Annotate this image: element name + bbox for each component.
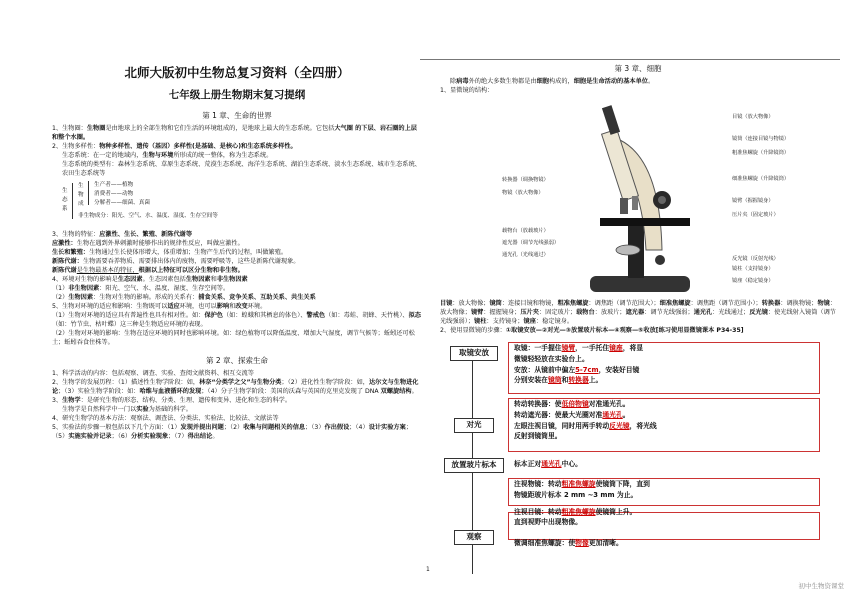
header-rule (420, 59, 840, 60)
step2-text: 转动转换器：使低倍物镜对准通光孔。 转动遮光器：使最大光圈对准通光孔。 左眼注视目镜，同时用两手转动反光镜，将光线 反射到镜筒里。 (514, 399, 657, 441)
ch2-item-3: 3、生物学：是研究生物的形态、结构、分类、生理、遗传和变异、进化和生态的科学。 (52, 396, 292, 404)
left-column: 北师大版初中生物总复习资料（全四册） 七年级上册生物期末复习提纲 第 1 章、生命的世界 1、生物圈：生物圈是由地球上的全部生物和它们生活的环境组成的，是地球上最大的生态系统。它包括大气圈 的下层、岩石圈的上层和整个水圈。 2、生物多样性：物种多样性、遗传（基因）多样性(是基础、是核心)和生态系统多样性。 生态系统：在一定的地域内，生物与环境所形成的统一整体，称为生态系统。 生态系统的类型有：森林生态系统、草原生态系统、荒漠生态系统、海洋生态系统、湖泊生态系统、淡水生态系统、城市生态系统、农田生态系统等 生 态 系 生 物 成 生产者——植物 消费者——动物 分解者——细菌、真菌 非生物成分：阳光、空气、水、温度、湿度、生存空间等 3、生物的特征：应激性、生长、繁殖、新陈代谢等 应激性：生物在遇到外界刺激时能够作出的规律性反应，叫做应激性。 生长和繁殖：生物通过生长使体形增大，体重增加；生物产生后代的过程，叫做繁殖。 新陈代谢：生物需要吞养物质、需要排出体内的废物，需要呼吸等，这些是新陈代谢现象。 新陈代谢是生物最基本的特征，根据以上特征可以区分生物和非生物。 4、环境对生物的影响是生态因素。生态因素包括生物因素和非生物因素 （1）非生物因素：阳光、空气、水、温度、湿度、生存空间等。 （2）生物因素：生物对生物的影响。形成的关系有：捕食关系、竞争关系、互助关系、共生关系 5、生物对环境的适应和影响：生物既可以适应环境，也可以影响和改变环境。 （1）生物对环境的适应具有普遍性也具有相对性。如：保护色（如：蝗蛾和其栖息的体色）、警戒色（如：毒蛙、胡蜂、天竹桃）、拟态（如：竹节虫、枯叶蝶）这三种是生物适应环境的表现。 （2）生物对环境的影响：生物在适应环境的同时也影响环境。如：绿色植物可以降低温度、增加大气湿度，调节气候等；蚯蚓还可松土；蚯蚓吞食住株等。 第 2 章、探索生命 1、科学活动的内容：包括观察、调查、实验、查阅文献资料、相互交流等 2、生物学的发展历程：（1）描述性生物学阶段：如，林奈“分类学之父”与生物分类；（2）进化性生物学阶段：如，达尔文与生物进化论；（3）实验生物学阶段：如：哈维与血液循环的发现；（4）分子生物学阶段：美国的沃森与英国的克里克发现了 DNA 双螺旋结构。 3、生物学：是研究生物的形态、结构、分类、生理、遗传和变异、进化和生态的科学。 生物学是自然科学中一门以实验为基础的科学。 4、研究生物学的基本方法：观察法、调查法、分类法、实验法、比较法、文献法等 5、实验法的步骤一般包括以下几个方面：（1）发现并提出问题；（2）收集与问题相关的信息；（3）作出假设；（4）设计实验方案；（5）实施实验并记录；（6）分析实验现象；（7）得出结论。 (52, 65, 421, 440)
microscope-parts: 目镜：放大物像；镜筒：连接目镜和物镜，粗准焦螺旋：调焦距（调节范围大）；细准焦螺旋：调焦距（调节范围小）；转换器：调换物镜；物镜：放大物像；镜臂：握握镜身；压片夹：固定玻片；载物台：放玻片；遮光器：调节光线强弱；通光孔：光线通过；反光镜：使光线射入镜筒（调节光线强弱）；镜柱：支持镜身；镜座：稳定镜身。 (440, 299, 836, 325)
consumer: 消费者——动物 (94, 191, 134, 198)
ch2-item-5: 5、实验法的步骤一般包括以下几个方面：（1）发现并提出问题；（2）收集与问题相关的信息；（3）作出假设；（4）设计实验方案；（5）实施实验并记录；（6）分析实验现象；（7）得出结论。 (52, 423, 412, 440)
ch2-item-4: 4、研究生物学的基本方法：观察法、调查法、分类法、实验法、比较法、文献法等 (52, 414, 279, 422)
step-box-4: 观察 (454, 530, 494, 545)
microscope-illustration (550, 100, 730, 300)
abiotic: 非生物成分：阳光、空气、水、温度、湿度、生存空间等 (78, 213, 218, 220)
ch2-item-1: 1、科学活动的内容：包括观察、调查、实验、查阅文献资料、相互交流等 (52, 369, 254, 377)
ch1-item-1: 1、生物圈：生物圈是由地球上的全部生物和它们生活的环境组成的，是地球上最大的生态系统。它包括大气圈 的下层、岩石圈的上层和整个水圈。 (52, 125, 417, 142)
chapter3-heading: 第 3 章、细胞 (614, 64, 662, 73)
ch1-item-3: 3、生物的特征：应激性、生长、繁殖、新陈代谢等 (52, 231, 193, 239)
ch3-sub2: 2、使用显微镜的步骤：①取镜安放—②对光—③放置玻片标本—④观察—⑤收放[练习使用显微镜课本 P34-35] (440, 326, 744, 334)
ch3-sub1: 1、显微镜的结构： (440, 86, 494, 94)
ch2-item-2: 2、生物学的发展历程：（1）描述性生物学阶段：如，林奈“分类学之父”与生物分类；（2）进化性生物学阶段：如，达尔文与生物进化论；（3）实验生物学阶段：如：哈维与血液循环的发现；（4）分子生物学阶段：美国的沃森与英国的克里克发现了 DNA 双螺旋结构。 (52, 378, 419, 395)
chapter1-heading: 第 1 章、生命的世界 (202, 111, 272, 121)
ch1-item-2: 2、生物多样性：物种多样性、遗传（基因）多样性(是基础、是核心)和生态系统多样性。 (52, 143, 297, 151)
step-box-2: 对光 (454, 418, 494, 433)
step-box-1: 取镜安放 (450, 346, 498, 361)
doc-title: 北师大版初中生物总复习资料（全四册） (124, 65, 350, 80)
microscope-steps-diagram (440, 340, 836, 590)
step1-text: 取镜：一手握住镜臂，一手托住镜座，将显 微镜轻轻放在实验台上。 安放：从镜前中偏左5-7cm，安装好目镜 分别安装在镜筒和转换器上。 (514, 343, 644, 385)
doc-subtitle: 七年级上册生物期末复习提纲 (168, 89, 306, 102)
producer: 生产者——植物 (94, 182, 134, 189)
ecosystem-def: 生态系统：在一定的地域内，生物与环境所形成的统一整体，称为生态系统。 (62, 152, 273, 160)
step4-text: 注视物镜：转动粗准焦螺旋使镜筒下降，直到 物镜距玻片标本 2 mm ~3 mm 为止。 注视目镜：转动粗准焦螺旋使镜筒上升。 直到视野中出现物像。 微调细准焦螺旋：使物像更加清晰。 (514, 479, 650, 548)
ecosystem-tree: 生 态 系 生 物 成 生产者——植物 消费者——动物 分解者——细菌、真菌 非生物成分：阳光、空气、水、温度、湿度、生存空间等 (62, 182, 218, 220)
page-number: 1 (426, 566, 430, 573)
step-box-3: 放置玻片标本 (444, 458, 504, 473)
decomposer: 分解者——细菌、真菌 (94, 200, 150, 207)
ch3-intro: 除病毒外的绝大多数生物都是由细胞构成的，细胞是生命活动的基本单位。 (450, 77, 655, 85)
ch1-item-5: 5、生物对环境的适应和影响：生物既可以适应环境，也可以影响和改变环境。 (52, 303, 267, 310)
step3-text: 标本正对通光孔中心。 (514, 459, 582, 468)
microscope-figure: 转换器（调换物镜） 物镜（放大物像） 载物台（放载玻片） 遮光器（调节光线强弱） 通光孔（光线通过） 目镜（放大物像） 镜筒（连接目镜与物镜） 粗准焦螺旋（升降镜筒） 细准焦螺旋（升降镜筒） 镜臂（握握镜身） 压片夹（固定玻片） 反光镜（反射光线） 镜柱（支持镜身） 镜座（稳定镜身） (440, 100, 836, 300)
ecosystem-types: 生态系统的类型有：森林生态系统、草原生态系统、荒漠生态系统、海洋生态系统、湖泊生态系统、淡水生态系统、城市生态系统、农田生态系统等 (62, 161, 421, 178)
right-column (440, 64, 836, 590)
chapter2-heading: 第 2 章、探索生命 (205, 355, 269, 365)
watermark: 初中生物资课堂 (798, 582, 844, 590)
ch1-item-4: 4、环境对生物的影响是生态因素。生态因素包括生物因素和非生物因素 (52, 276, 248, 284)
